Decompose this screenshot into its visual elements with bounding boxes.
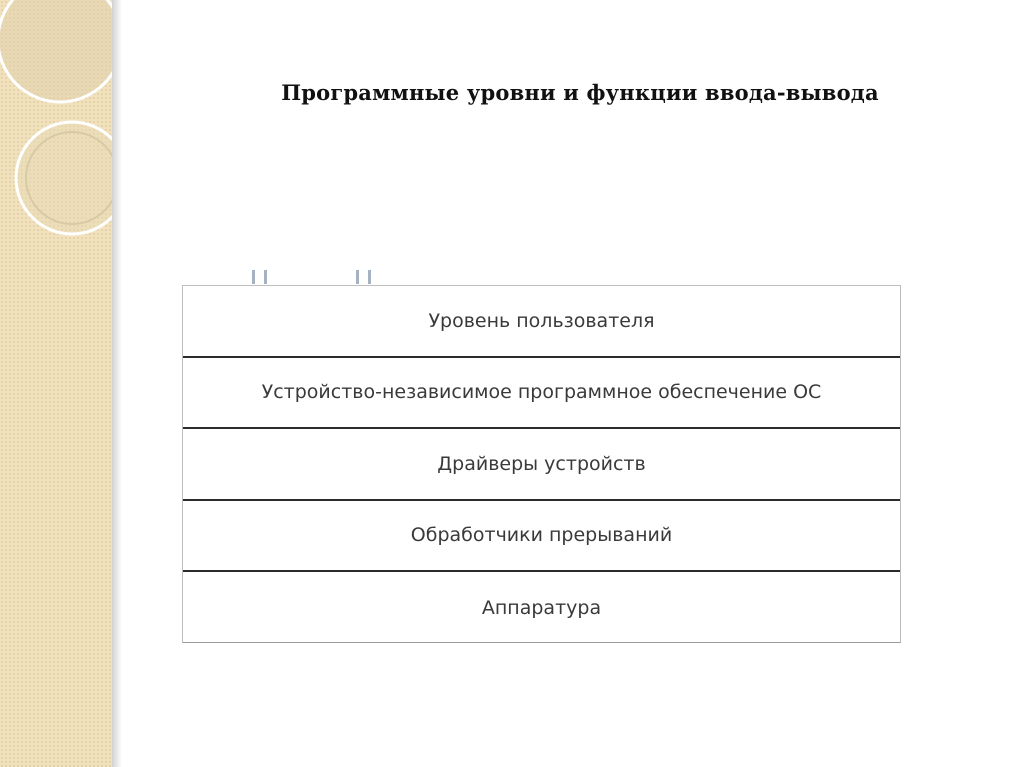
- decorative-rings-icon: [0, 0, 112, 767]
- decorative-side-panel: [0, 0, 112, 767]
- side-panel-shadow: [112, 0, 122, 767]
- slide-title: Программные уровни и функции ввода-вывода: [281, 80, 879, 105]
- ghost-text-fragment: [250, 270, 390, 286]
- layer-interrupt-handlers: Обработчики прерываний: [183, 501, 900, 573]
- layer-device-drivers: Драйверы устройств: [183, 429, 900, 501]
- layer-device-independent-software: Устройство-независимое программное обеспечение ОС: [183, 358, 900, 430]
- io-layers-diagram: [182, 285, 901, 643]
- layer-hardware: Аппаратура: [481, 596, 602, 619]
- layer-user: Уровень пользователя: [183, 286, 900, 358]
